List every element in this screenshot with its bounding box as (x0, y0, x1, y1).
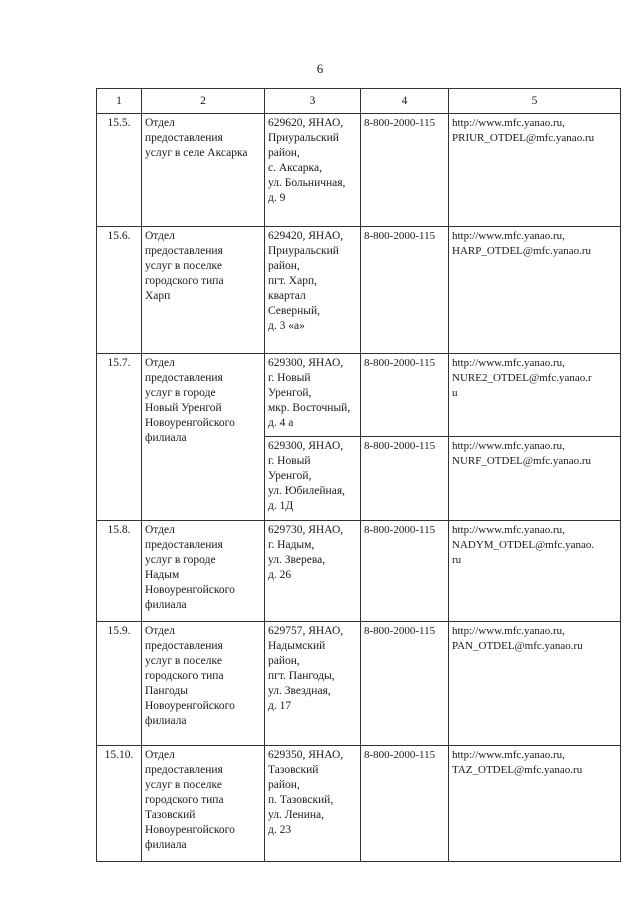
department-name-line: городского типа (145, 794, 224, 806)
department-name-line: филиала (145, 839, 187, 851)
department-name (142, 227, 265, 354)
address-line: Северный, (268, 305, 321, 317)
address-line: пгт. Пангоды, (268, 670, 335, 682)
address-line: г. Надым, (268, 539, 315, 551)
office-address (265, 114, 361, 227)
column-header: 1 (97, 89, 142, 114)
address-line: 629620, ЯНАО, (268, 117, 344, 129)
office-phone: 8-800-2000-115 (361, 746, 449, 862)
department-name-line: Харп (145, 290, 171, 302)
branch-offices-table (96, 88, 621, 862)
address-line: п. Тазовский, (268, 794, 334, 806)
address-line: 629730, ЯНАО, (268, 524, 344, 536)
address-line: мкр. Восточный, (268, 402, 351, 414)
office-contacts (449, 437, 621, 521)
department-name-line: Новоуренгойского (145, 700, 235, 712)
office-contacts (449, 746, 621, 862)
department-name-line: Новый Уренгой (145, 402, 222, 414)
department-name-line: предоставления (145, 640, 223, 652)
department-name-line: городского типа (145, 275, 224, 287)
department-name-line: городского типа (145, 670, 224, 682)
department-name-line: предоставления (145, 539, 223, 551)
address-line: Уренгой, (268, 470, 312, 482)
address-line: ул. Зверева, (268, 554, 326, 566)
column-header: 4 (361, 89, 449, 114)
address-line: район, (268, 779, 300, 791)
address-line: г. Новый (268, 372, 311, 384)
row-number: 15.9. (97, 622, 142, 746)
department-name-line: услуг в городе (145, 554, 216, 566)
office-contacts (449, 114, 621, 227)
address-line: 629350, ЯНАО, (268, 749, 344, 761)
office-address (265, 437, 361, 521)
address-line: пгт. Харп, (268, 275, 317, 287)
table-row (97, 746, 621, 862)
table-row (97, 114, 621, 227)
column-header: 5 (449, 89, 621, 114)
table-header-row (97, 89, 621, 114)
address-line: д. 9 (268, 192, 286, 204)
department-name-line: предоставления (145, 132, 223, 144)
contact-line: TAZ_OTDEL@mfc.yanao.ru (452, 764, 583, 776)
contact-line: http://www.mfc.yanao.ru, (452, 230, 565, 242)
address-line: ул. Юбилейная, (268, 485, 345, 497)
department-name-line: Отдел (145, 749, 175, 761)
department-name-line: услуг в поселке (145, 655, 222, 667)
address-line: район, (268, 260, 300, 272)
address-line: Надымский (268, 640, 326, 652)
address-line: д. 26 (268, 569, 292, 581)
contact-line: PRIUR_OTDEL@mfc.yanao.ru (452, 132, 595, 144)
department-name (142, 354, 265, 521)
department-name-line: Новоуренгойского (145, 417, 235, 429)
address-line: Тазовский (268, 764, 319, 776)
contact-line: http://www.mfc.yanao.ru, (452, 357, 565, 369)
department-name-line: услуг в поселке (145, 260, 222, 272)
department-name-line: филиала (145, 715, 187, 727)
address-line: г. Новый (268, 455, 311, 467)
department-name-line: Надым (145, 569, 180, 581)
department-name-line: предоставления (145, 245, 223, 257)
row-number: 15.10. (97, 746, 142, 862)
office-address (265, 746, 361, 862)
department-name-line: предоставления (145, 372, 223, 384)
contact-line: HARP_OTDEL@mfc.yanao.ru (452, 245, 592, 257)
row-number: 15.5. (97, 114, 142, 227)
department-name-line: Новоуренгойского (145, 824, 235, 836)
row-number: 15.7. (97, 354, 142, 521)
contact-line: http://www.mfc.yanao.ru, (452, 440, 565, 452)
contact-line: http://www.mfc.yanao.ru, (452, 625, 565, 637)
contact-line: NURE2_OTDEL@mfc.yanao.r (452, 372, 592, 384)
contact-line: http://www.mfc.yanao.ru, (452, 524, 565, 536)
address-line: квартал (268, 290, 306, 302)
department-name-line: Пангоды (145, 685, 188, 697)
office-phone: 8-800-2000-115 (361, 437, 449, 521)
department-name-line: услуг в городе (145, 387, 216, 399)
office-contacts (449, 521, 621, 622)
address-line: д. 1Д (268, 500, 294, 512)
address-line: 629757, ЯНАО, (268, 625, 344, 637)
table-row (97, 521, 621, 622)
department-name-line: предоставления (145, 764, 223, 776)
department-name-line: Тазовский (145, 809, 196, 821)
department-name-line: услуг в селе Аксарка (145, 147, 248, 159)
office-phone: 8-800-2000-115 (361, 114, 449, 227)
address-line: д. 3 «а» (268, 320, 305, 332)
department-name (142, 746, 265, 862)
table-row (97, 622, 621, 746)
address-line: Приуральский (268, 245, 339, 257)
table-row (97, 227, 621, 354)
office-phone: 8-800-2000-115 (361, 354, 449, 437)
department-name-line: Новоуренгойского (145, 584, 235, 596)
address-line: д. 23 (268, 824, 292, 836)
row-number: 15.8. (97, 521, 142, 622)
department-name (142, 114, 265, 227)
table-body (97, 114, 621, 862)
contact-line: NURF_OTDEL@mfc.yanao.ru (452, 455, 592, 467)
contact-line: http://www.mfc.yanao.ru, (452, 117, 565, 129)
office-phone: 8-800-2000-115 (361, 521, 449, 622)
contact-line: http://www.mfc.yanao.ru, (452, 749, 565, 761)
address-line: район, (268, 147, 300, 159)
office-address (265, 622, 361, 746)
address-line: 629420, ЯНАО, (268, 230, 344, 242)
office-address (265, 521, 361, 622)
address-line: 629300, ЯНАО, (268, 357, 344, 369)
office-contacts (449, 354, 621, 437)
address-line: 629300, ЯНАО, (268, 440, 344, 452)
contact-line: PAN_OTDEL@mfc.yanao.ru (452, 640, 583, 652)
address-line: Уренгой, (268, 387, 312, 399)
column-header: 2 (142, 89, 265, 114)
department-name-line: Отдел (145, 117, 175, 129)
table-row (97, 354, 621, 437)
address-line: ул. Ленина, (268, 809, 325, 821)
office-address (265, 227, 361, 354)
office-phone: 8-800-2000-115 (361, 227, 449, 354)
office-address (265, 354, 361, 437)
department-name-line: филиала (145, 599, 187, 611)
row-number: 15.6. (97, 227, 142, 354)
department-name-line: Отдел (145, 524, 175, 536)
address-line: ул. Больничная, (268, 177, 346, 189)
address-line: д. 4 а (268, 417, 294, 429)
address-line: д. 17 (268, 700, 292, 712)
department-name (142, 521, 265, 622)
office-phone: 8-800-2000-115 (361, 622, 449, 746)
address-line: ул. Звездная, (268, 685, 331, 697)
department-name-line: услуг в поселке (145, 779, 222, 791)
contact-line: u (452, 387, 458, 399)
office-contacts (449, 227, 621, 354)
department-name-line: филиала (145, 432, 187, 444)
address-line: с. Аксарка, (268, 162, 322, 174)
department-name-line: Отдел (145, 357, 175, 369)
contact-line: ru (452, 554, 462, 566)
office-contacts (449, 622, 621, 746)
contact-line: NADYM_OTDEL@mfc.yanao. (452, 539, 595, 551)
column-header: 3 (265, 89, 361, 114)
address-line: Приуральский (268, 132, 339, 144)
department-name-line: Отдел (145, 230, 175, 242)
address-line: район, (268, 655, 300, 667)
page-number: 6 (316, 61, 324, 76)
department-name (142, 622, 265, 746)
department-name-line: Отдел (145, 625, 175, 637)
